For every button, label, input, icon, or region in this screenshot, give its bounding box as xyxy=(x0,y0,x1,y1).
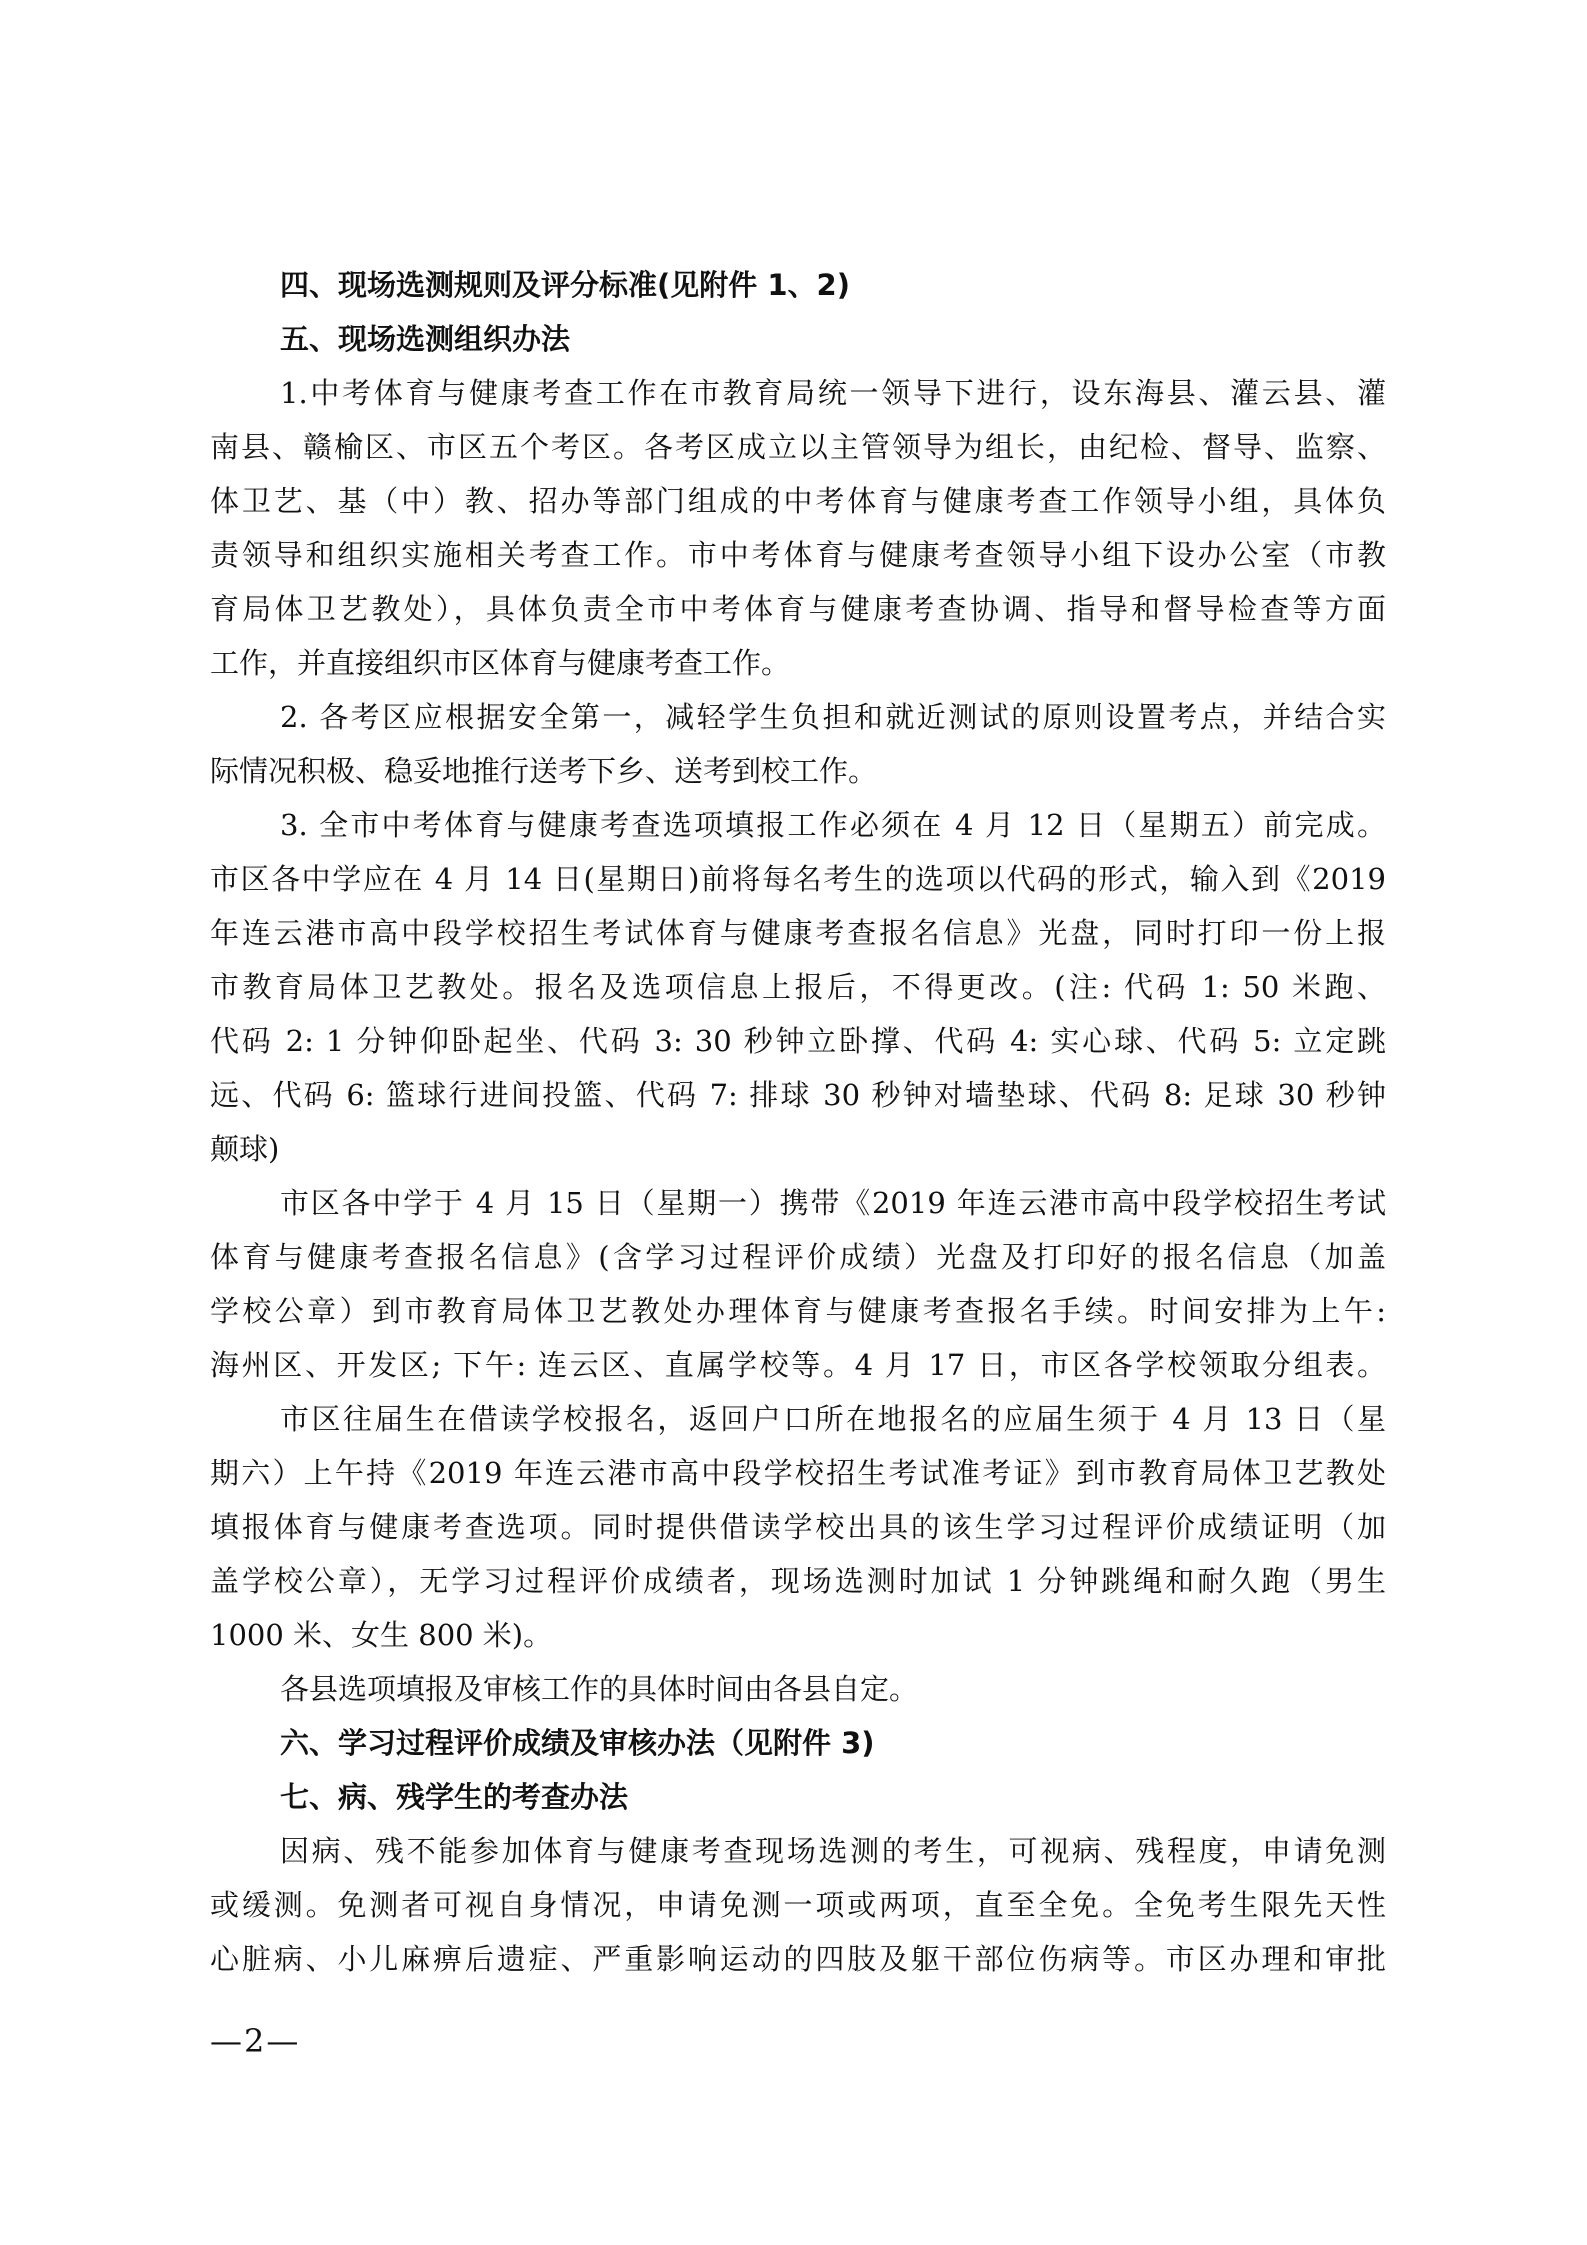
paragraph-line: 年连云港市高中段学校招生考试体育与健康考查报名信息》光盘，同时打印一份上报 xyxy=(210,916,1386,950)
section-heading-5: 五、现场选测组织办法 xyxy=(280,322,571,356)
paragraph-line: 工作，并直接组织市区体育与健康考查工作。 xyxy=(210,646,791,680)
page-number: —2— xyxy=(210,2022,301,2060)
paragraph-line: 1.中考体育与健康考查工作在市教育局统一领导下进行，设东海县、灌云县、灌 xyxy=(280,376,1386,410)
paragraph-line: 体卫艺、基（中）教、招办等部门组成的中考体育与健康考查工作领导小组，具体负 xyxy=(210,484,1386,518)
paragraph-line: 代码 2: 1 分钟仰卧起坐、代码 3: 30 秒钟立卧撑、代码 4: 实心球、代码 5: 立定跳 xyxy=(210,1024,1386,1058)
paragraph-line: 市区各中学应在 4 月 14 日(星期日)前将每名考生的选项以代码的形式，输入到《2019 xyxy=(210,862,1386,896)
paragraph-line: 际情况积极、稳妥地推行送考下乡、送考到校工作。 xyxy=(210,754,878,788)
paragraph-line: 南县、赣榆区、市区五个考区。各考区成立以主管领导为组长，由纪检、督导、监察、 xyxy=(210,430,1386,464)
paragraph-line: 2. 各考区应根据安全第一，减轻学生负担和就近测试的原则设置考点，并结合实 xyxy=(280,700,1386,734)
paragraph-line: 学校公章）到市教育局体卫艺教处办理体育与健康考查报名手续。时间安排为上午: xyxy=(210,1294,1386,1328)
paragraph-line: 填报体育与健康考查选项。同时提供借读学校出具的该生学习过程评价成绩证明（加 xyxy=(210,1510,1386,1544)
paragraph-line: 育局体卫艺教处），具体负责全市中考体育与健康考查协调、指导和督导检查等方面 xyxy=(210,592,1386,626)
section-heading-4: 四、现场选测规则及评分标准(见附件 1、2) xyxy=(280,268,850,302)
paragraph-line: 体育与健康考查报名信息》(含学习过程评价成绩）光盘及打印好的报名信息（加盖 xyxy=(210,1240,1386,1274)
section-heading-6: 六、学习过程评价成绩及审核办法（见附件 3) xyxy=(280,1726,875,1760)
paragraph-line: 盖学校公章），无学习过程评价成绩者，现场选测时加试 1 分钟跳绳和耐久跑（男生 xyxy=(210,1564,1386,1598)
paragraph-line: 责领导和组织实施相关考查工作。市中考体育与健康考查领导小组下设办公室（市教 xyxy=(210,538,1386,572)
paragraph-line: 期六）上午持《2019 年连云港市高中段学校招生考试准考证》到市教育局体卫艺教处 xyxy=(210,1456,1386,1490)
paragraph-line: 市教育局体卫艺教处。报名及选项信息上报后，不得更改。(注: 代码 1: 50 米跑、 xyxy=(210,970,1386,1004)
paragraph-line: 远、代码 6: 篮球行进间投篮、代码 7: 排球 30 秒钟对墙垫球、代码 8: 足球 30 秒钟 xyxy=(210,1078,1386,1112)
paragraph-line: 市区往届生在借读学校报名，返回户口所在地报名的应届生须于 4 月 13 日（星 xyxy=(280,1402,1386,1436)
paragraph-line: 颠球) xyxy=(210,1132,280,1166)
paragraph-line: 市区各中学于 4 月 15 日（星期一）携带《2019 年连云港市高中段学校招生考试 xyxy=(280,1186,1386,1220)
paragraph-line: 因病、残不能参加体育与健康考查现场选测的考生，可视病、残程度，申请免测 xyxy=(280,1834,1386,1868)
section-heading-7: 七、病、残学生的考查办法 xyxy=(280,1780,629,1814)
paragraph-line: 1000 米、女生 800 米)。 xyxy=(210,1618,553,1652)
paragraph-line: 各县选项填报及审核工作的具体时间由各县自定。 xyxy=(280,1672,919,1706)
paragraph-line: 心脏病、小儿麻痹后遗症、严重影响运动的四肢及躯干部位伤病等。市区办理和审批 xyxy=(210,1942,1386,1976)
paragraph-line: 或缓测。免测者可视自身情况，申请免测一项或两项，直至全免。全免考生限先天性 xyxy=(210,1888,1386,1922)
paragraph-line: 3. 全市中考体育与健康考查选项填报工作必须在 4 月 12 日（星期五）前完成。 xyxy=(280,808,1386,842)
paragraph-line: 海州区、开发区; 下午: 连云区、直属学校等。4 月 17 日，市区各学校领取分组表。 xyxy=(210,1348,1386,1382)
